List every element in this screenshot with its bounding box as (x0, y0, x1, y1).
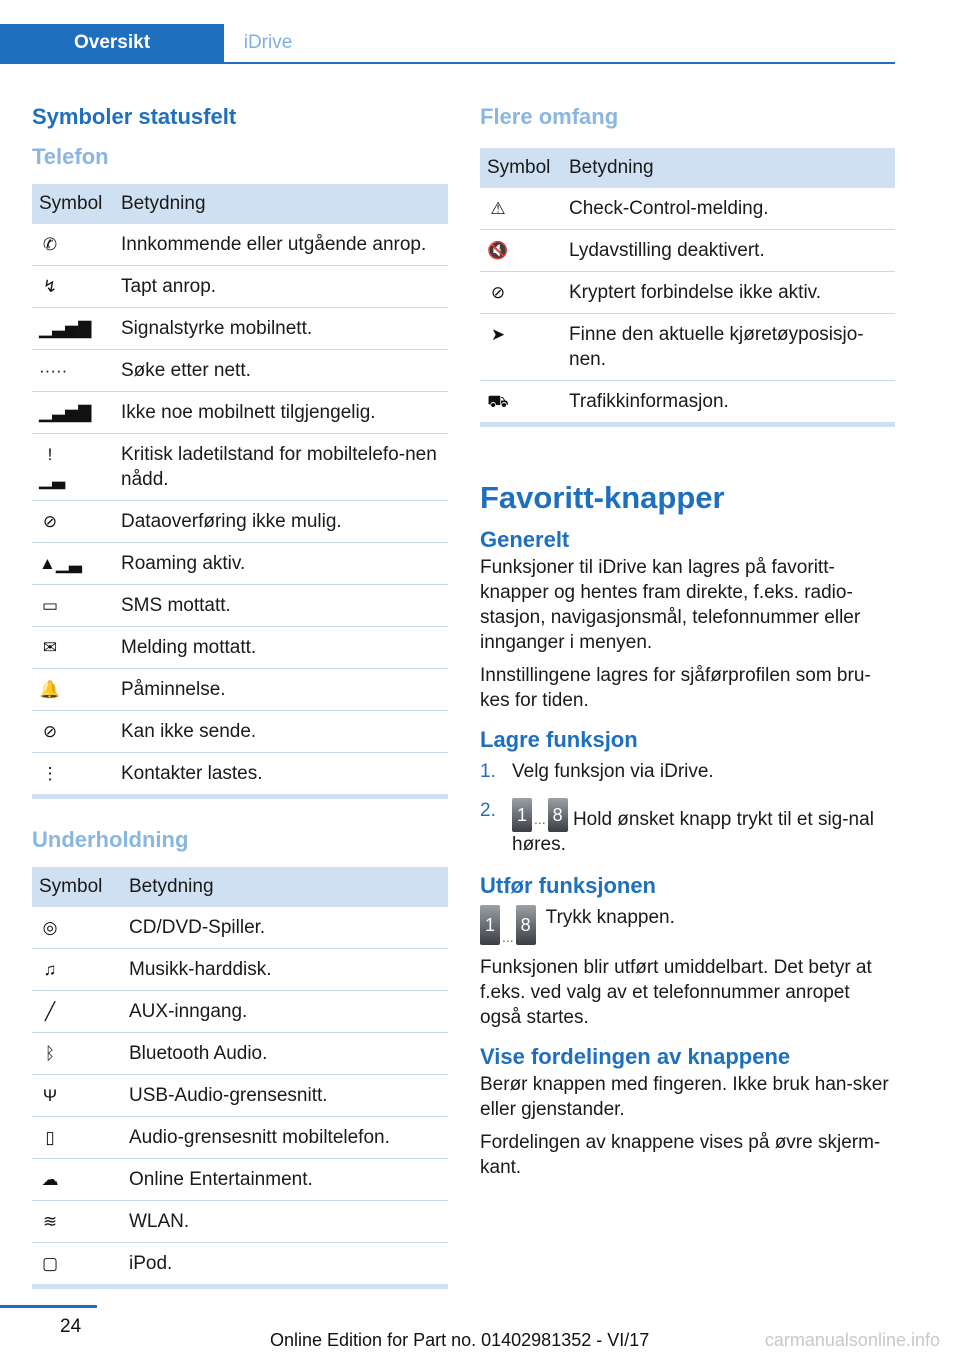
step-number: 1. (480, 761, 496, 782)
symbol-cell (32, 392, 114, 434)
symbol-cell (32, 1243, 122, 1285)
table-row (32, 991, 448, 1033)
symbol-cell (480, 381, 562, 423)
meaning-cell: Roaming aktiv. (114, 543, 448, 585)
roaming-icon: ▲▁▃ (39, 554, 82, 573)
telefon-table-body (32, 224, 448, 794)
signal-strength-icon: ▁▃▅▇ (39, 319, 92, 338)
vise-paragraph-1: Berør knappen med fingeren. Ikke bruk han-sker eller gjenstander. (480, 1074, 889, 1120)
traffic-info-icon: ⛟ (487, 392, 509, 411)
generelt-paragraph-2: Innstillingene lagres for sjåførprofilen som bru-kes for tiden. (480, 665, 871, 711)
data-transfer-off-icon: ⊘ (42, 512, 58, 531)
symbol-cell (32, 1117, 122, 1159)
music-harddisk-icon: ♫ (43, 960, 57, 979)
ellipsis: ... (502, 929, 514, 945)
meaning-cell: CD/DVD-Spiller. (122, 907, 448, 949)
heading-vise-fordelingen: Vise fordelingen av knappene (480, 1044, 791, 1069)
aux-input-icon: ╱ (44, 1002, 56, 1021)
mobile-phone-audio-icon: ▯ (45, 1128, 55, 1147)
table-row (32, 1159, 448, 1201)
col-symbol: Symbol (32, 867, 122, 907)
symbol-cell (32, 907, 122, 949)
meaning-cell: Trafikkinformasjon. (569, 391, 729, 412)
usb-icon: Ψ (42, 1086, 58, 1105)
table-row (32, 266, 448, 308)
table-row (32, 1033, 448, 1075)
symbol-cell (32, 1033, 122, 1075)
utfor-paragraph: Funksjonen blir utført umiddelbart. Det betyr at f.eks. ved valg av et telefonnummer anropet også startes. (480, 957, 872, 1028)
symbol-cell (32, 991, 122, 1033)
meaning-cell: Finne den aktuelle kjøretøyposisjo-nen. (562, 314, 895, 381)
vehicle-position-icon: ➤ (490, 325, 506, 344)
table-row (32, 224, 448, 266)
table-row (480, 381, 895, 423)
meaning-cell: iPod. (129, 1253, 173, 1274)
heading-generelt: Generelt (480, 527, 570, 552)
table-end-bar (480, 422, 895, 427)
table-row (32, 392, 448, 434)
table-row (32, 669, 448, 711)
step-2 (480, 798, 895, 857)
meaning-cell: Kontakter lastes. (121, 763, 263, 784)
heading-flere-omfang: Flere omfang (480, 104, 619, 129)
symbol-cell (32, 711, 114, 753)
table-row (32, 949, 448, 991)
table-row (32, 907, 448, 949)
symbol-cell (480, 230, 562, 272)
section-title-symboler: Symboler statusfelt (32, 104, 237, 129)
symbol-cell (32, 543, 114, 585)
favorite-button-1-icon: 1 (512, 798, 532, 832)
encrypted-off-icon: ⊘ (490, 283, 506, 302)
table-row (32, 501, 448, 543)
symbol-cell (32, 753, 114, 795)
symbol-cell (32, 308, 114, 350)
meaning-cell: SMS mottatt. (114, 585, 448, 627)
table-row (32, 308, 448, 350)
symbol-cell (32, 350, 114, 392)
meaning-cell: Innkommende eller utgående anrop. (114, 224, 448, 266)
symbol-cell (32, 1159, 122, 1201)
heading-underholdning: Underholdning (32, 827, 189, 852)
right-column (480, 100, 895, 1188)
incoming-outgoing-call-icon: ✆ (42, 235, 58, 254)
symbol-cell (32, 627, 114, 669)
table-end-bar (32, 1284, 448, 1289)
bluetooth-audio-icon: ᛒ (44, 1044, 56, 1063)
step-number: 2. (480, 800, 496, 821)
col-symbol: Symbol (32, 184, 114, 224)
symbol-cell (32, 1201, 122, 1243)
meaning-cell: Lydavstilling deaktivert. (562, 230, 895, 272)
table-row (480, 314, 895, 381)
symbol-cell (32, 266, 114, 308)
battery-critical-icon: !▁▃ (39, 445, 66, 489)
meaning-cell: Check-Control-melding. (562, 188, 895, 230)
lagre-steps-list (480, 759, 895, 857)
heading-lagre-funksjon: Lagre funksjon (480, 727, 638, 752)
meaning-cell: AUX-inngang. (122, 991, 448, 1033)
meaning-cell: Musikk-harddisk. (122, 949, 448, 991)
symbol-cell (32, 669, 114, 711)
symbol-cell (32, 501, 114, 543)
meaning-cell: WLAN. (122, 1201, 448, 1243)
cannot-send-icon: ⊘ (42, 722, 58, 741)
meaning-cell: Melding mottatt. (114, 627, 448, 669)
table-row (32, 350, 448, 392)
symbol-cell (32, 224, 114, 266)
step-1 (480, 759, 895, 784)
symbol-cell (480, 272, 562, 314)
no-network-icon: ▁▃▅▇ (39, 403, 92, 422)
underholdning-table-body (32, 907, 448, 1284)
tab-oversikt[interactable]: Oversikt (0, 24, 224, 62)
col-betydning: Betydning (562, 148, 895, 188)
symbol-cell (480, 314, 562, 381)
meaning-cell: Audio-grensesnitt mobiltelefon. (122, 1117, 448, 1159)
step-text: Hold ønsket knapp trykt til et sig-nal høres. (512, 809, 874, 855)
generelt-paragraph-1: Funksjoner til iDrive kan lagres på favoritt-knapper og hentes fram direkte, f.eks. radio-stasjon, navigasjonsmål, telefonnummer eller innganger i menyen. (480, 557, 861, 653)
heading-favoritt-knapper: Favoritt-knapper (480, 480, 725, 515)
meaning-cell: Påminnelse. (114, 669, 448, 711)
table-row (32, 627, 448, 669)
meaning-cell: Signalstyrke mobilnett. (114, 308, 448, 350)
meaning-cell: Kryptert forbindelse ikke aktiv. (562, 272, 895, 314)
heading-utfor-funksjonen: Utfør funksjonen (480, 873, 656, 898)
table-row (32, 1117, 448, 1159)
table-row (32, 711, 448, 753)
sms-icon: ▭ (41, 596, 59, 615)
meaning-cell: Tapt anrop. (114, 266, 448, 308)
favorite-button-1-icon: 1 (480, 905, 500, 945)
heading-telefon: Telefon (32, 144, 109, 169)
cd-dvd-icon: ◎ (42, 918, 58, 937)
col-betydning: Betydning (122, 867, 448, 907)
flere-table-body (480, 188, 895, 422)
header-tabbar (0, 24, 895, 64)
table-row (480, 230, 895, 272)
table-row (32, 543, 448, 585)
table-row (32, 585, 448, 627)
contacts-loading-icon: ⋮ (41, 764, 59, 783)
favorite-button-8-icon: 8 (516, 905, 536, 945)
favorite-button-8-icon: 8 (548, 798, 568, 832)
watermark: carmanualsonline.info (764, 1330, 940, 1350)
ellipsis: ... (534, 811, 546, 827)
symbol-cell (32, 949, 122, 991)
press-button-row (480, 905, 895, 945)
flere-table (480, 148, 895, 422)
table-row (480, 272, 895, 314)
ipod-icon: ▢ (41, 1254, 59, 1273)
meaning-cell: Kan ikke sende. (114, 711, 448, 753)
symbol-cell (32, 1075, 122, 1117)
telefon-table (32, 184, 448, 794)
missed-call-icon: ↯ (42, 277, 58, 296)
table-end-bar (32, 794, 448, 799)
favorite-buttons-image (480, 905, 536, 945)
meaning-cell: Søke etter nett. (114, 350, 448, 392)
col-betydning: Betydning (114, 184, 448, 224)
symbol-cell (32, 585, 114, 627)
table-row (480, 188, 895, 230)
press-text: Trykk knappen. (545, 907, 675, 928)
symbol-cell (32, 434, 114, 501)
symbol-cell (480, 188, 562, 230)
meaning-cell: Ikke noe mobilnett tilgjengelig. (114, 392, 448, 434)
table-row (32, 753, 448, 795)
meaning-cell: Online Entertainment. (122, 1159, 448, 1201)
vise-paragraph-2: Fordelingen av knappene vises på øvre skjerm-kant. (480, 1132, 881, 1178)
table-row (32, 1243, 448, 1285)
meaning-cell: Dataoverføring ikke mulig. (114, 501, 448, 543)
meaning-cell: Bluetooth Audio. (122, 1033, 448, 1075)
step-text: Velg funksjon via iDrive. (512, 761, 714, 782)
tab-idrive[interactable]: iDrive (243, 32, 293, 53)
table-row (32, 1075, 448, 1117)
searching-network-icon: ····· (39, 361, 68, 380)
col-symbol: Symbol (480, 148, 562, 188)
footer-rule (0, 1305, 97, 1308)
footer-edition: Online Edition for Part no. 01402981352 - VI/17 (270, 1330, 650, 1350)
page-number: 24 (60, 1316, 82, 1337)
left-column (32, 100, 448, 1289)
warning-triangle-icon: ⚠ (490, 199, 506, 218)
sound-muted-icon: 🔇 (487, 241, 509, 260)
meaning-cell: USB-Audio-grensesnitt. (122, 1075, 448, 1117)
reminder-bell-icon: 🔔 (39, 680, 61, 699)
wlan-icon: ≋ (42, 1212, 58, 1231)
table-row (32, 1201, 448, 1243)
underholdning-table (32, 867, 448, 1284)
table-row (32, 434, 448, 501)
message-icon: ✉ (42, 638, 58, 657)
online-entertainment-icon: ☁ (41, 1170, 59, 1189)
meaning-cell: Kritisk ladetilstand for mobiltelefo-nen nådd. (114, 434, 448, 501)
